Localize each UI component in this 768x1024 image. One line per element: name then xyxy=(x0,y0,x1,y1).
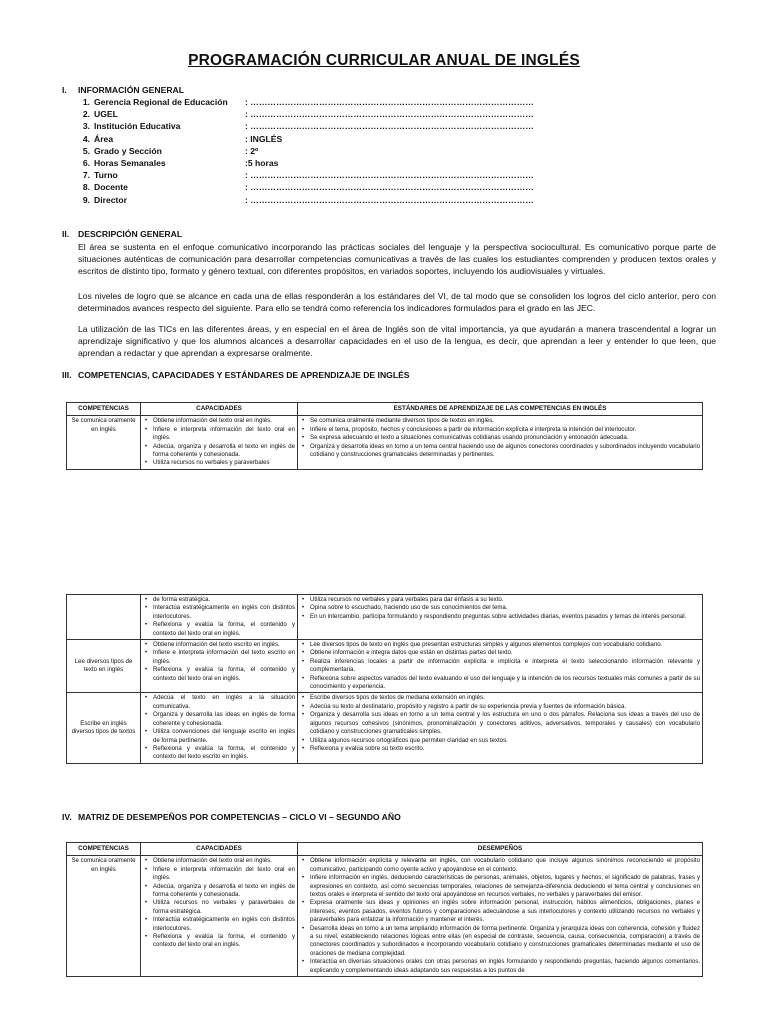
capacidades-cell xyxy=(141,693,298,763)
bullet-item: • Reflexiona y evalúa la forma, el contenido y contexto del texto oral en inglés. xyxy=(153,666,295,683)
bullet-item: • Organiza y desarrolla las ideas en inglés de forma coherente y cohesionada. xyxy=(153,711,295,728)
section-2-heading: II. DESCRIPCIÓN GENERAL xyxy=(62,229,183,239)
bullet-item: • de forma estratégica. xyxy=(153,596,295,604)
info-row xyxy=(78,158,279,170)
estandares-cell xyxy=(298,416,703,469)
table-row xyxy=(67,856,703,977)
bullet-item: • Obtiene información del texto escrito en inglés. xyxy=(153,641,295,649)
bullet-item: • Interactúa estratégicamente en inglés con distintos interlocutores. xyxy=(153,604,295,621)
header-competencias: COMPETENCIAS xyxy=(67,843,141,856)
bullet-list xyxy=(143,641,295,683)
info-row-label: Director xyxy=(94,194,127,205)
bullet-item: • Organiza y desarrolla sus ideas en torno a un tema central y los estructura en uno o dos párrafos. Relaciona sus ideas a través del uso de algunos recursos cohesivos (sinónimos, pronominalización y conectores aditivos, adversativos, temporales y causales) con vocabulario cotidiano y construcciones gramaticales simples. xyxy=(310,711,700,736)
bullet-item: • Organiza y desarrolla ideas en torno a un tema central haciendo uso de algunos conectores coordinados y subordinados incluyendo vocabulario cotidiano y construcciones gramaticales determinadas y pertinentes. xyxy=(310,443,700,460)
bullet-list xyxy=(300,694,700,753)
bullet-item: • Escribe diversos tipos de textos de mediana extensión en inglés. xyxy=(310,694,700,702)
bullet-item: • Utiliza algunos recursos ortográficos que permiten claridad en sus textos. xyxy=(310,737,700,745)
bullet-item: • Se expresa adecuando el texto a situaciones comunicativas cotidianas usando pronunciación y entonación adecuada. xyxy=(310,434,700,442)
info-row-label: Institución Educativa xyxy=(94,121,181,132)
header-capacidades: CAPACIDADES xyxy=(141,843,298,856)
estandares-cell xyxy=(298,693,703,763)
capacidades-cell xyxy=(141,595,298,640)
standards-table-part-1 xyxy=(66,402,703,470)
capacidades-cell xyxy=(141,856,298,977)
info-row xyxy=(78,97,534,109)
table-header-row xyxy=(67,403,703,416)
competencia-cell: Lee diversos tipos de texto en inglés xyxy=(67,640,141,693)
info-row-value: : ……………………………………………………………………………………… xyxy=(245,194,534,205)
bullet-item: • Interactúa en diversas situaciones orales con otras personas en inglés formulando y respondiendo preguntas, haciendo algunos comentarios, explicando y complementando ideas adaptando sus respuestas a los puntos de xyxy=(310,958,700,975)
info-row-label: Turno xyxy=(94,170,118,181)
bullet-list xyxy=(300,417,700,459)
bullet-item: • Adecúa el texto en inglés a la situación comunicativa. xyxy=(153,694,295,711)
info-row-label: Docente xyxy=(94,182,128,193)
performance-matrix-table xyxy=(66,842,703,977)
info-row-number: 1. xyxy=(82,97,90,107)
info-row-value: : ……………………………………………………………………………………… xyxy=(245,121,534,132)
bullet-item: • Reflexiona y evalúa la forma, el contenido y contexto del texto oral en inglés. xyxy=(153,933,295,950)
bullet-item: • Adecúa, organiza y desarrolla el texto en inglés de forma coherente y cohesionada. xyxy=(153,883,295,900)
bullet-item: • Desarrolla ideas en torno a un tema ampliando información de forma pertinente. Organiza y jerarquiza ideas con coherencia, cohesión y fluidez a su nivel, estableciendo relaciones lógicas entre ellas (en especial de contraste, secuencia, causa, consecuencia, comparación) a través de conectores coordinados y subordinados e incorporando vocabulario cotidiano y construcciones gramaticales determinadas mediante el uso de oraciones de mediana complejidad. xyxy=(310,925,700,959)
bullet-item: • Infiere el tema, propósito, hechos y conclusiones a partir de información explícita e interpreta la intención del interlocutor. xyxy=(310,426,700,434)
standards-table-part-2 xyxy=(66,594,703,764)
bullet-item: • Obtiene información e integra datos que están en distintas partes del texto. xyxy=(310,649,700,657)
bullet-list xyxy=(300,596,700,621)
info-row-label: Horas Semanales xyxy=(94,158,166,168)
info-row-number: 5. xyxy=(82,145,90,156)
info-row-value: :5 horas xyxy=(245,158,279,168)
bullet-item: • Realiza inferencias locales a partir de información explícita e implícita e interpreta el texto seleccionando información relevante y complementaria. xyxy=(310,658,700,675)
bullet-item: • Infiere e interpreta información del texto escrito en inglés. xyxy=(153,649,295,666)
competencia-cell: Se comunica oralmente en Inglés xyxy=(67,416,141,469)
info-row xyxy=(78,109,534,121)
info-row xyxy=(78,194,534,207)
bullet-list xyxy=(143,596,295,638)
bullet-item: • Interactúa estratégicamente en inglés con distintos interlocutores. xyxy=(153,916,295,933)
header-competencias: COMPETENCIAS xyxy=(67,403,141,416)
capacidades-cell xyxy=(141,640,298,693)
info-row-value: : ……………………………………………………………………………………… xyxy=(245,97,534,107)
bullet-item: • Infiere información en inglés, deduciendo características de personas, animales, objetos, lugares y hechos, el significado de palabras, frases y expresiones en contexto, así como secuencias temporales, relaciones de semejanza-diferencia deduciendo el tema central y conclusiones en textos orales e interpreta el sentido del texto oral apoyándose en recursos verbales, no verbales y paraverbales del emisor. xyxy=(310,874,700,899)
table-row xyxy=(67,640,703,693)
section-4-heading: IV. MATRIZ DE DESEMPEÑOS POR COMPETENCIAS – CICLO VI – SEGUNDO AÑO xyxy=(62,812,401,822)
bullet-item: • Obtiene información del texto oral en inglés. xyxy=(153,857,295,865)
capacidades-cell xyxy=(141,416,298,469)
info-row xyxy=(78,170,534,182)
description-paragraph-2: Los niveles de logro que se alcance en cada una de ellas responderán a los estándares del VI, de tal modo que se consoliden los logros del ciclo anterior, pero con determinados avances respecto del siguiente. Para ello se tendrá como referencia los indicadores formulados para el grado en las JEC. xyxy=(78,291,716,314)
bullet-item: • Se comunica oralmente mediante diversos tipos de textos en inglés. xyxy=(310,417,700,425)
estandares-cell xyxy=(298,640,703,693)
info-row-number: 3. xyxy=(82,121,90,132)
info-row-value: : ……………………………………………………………………………………… xyxy=(245,170,534,181)
info-row-value: : ……………………………………………………………………………………… xyxy=(245,182,534,193)
info-row-number: 4. xyxy=(82,133,90,144)
bullet-item: • Utiliza recursos no verbales y paraverbales de forma estratégica. xyxy=(153,899,295,916)
table-row xyxy=(67,595,703,640)
bullet-list xyxy=(300,641,700,691)
info-row xyxy=(78,133,283,146)
bullet-item: • Opina sobre lo escuchado, haciendo uso de sus conocimientos del tema. xyxy=(310,604,700,612)
description-paragraph-3: La utilización de las TICs en las diferentes áreas, y en especial en el área de Inglés son de vital importancia, ya que ayudarán a manera trascendental a lograr un aprendizaje significativo y que los alumnos alcances a desarrollar capacidades en el uso de la lengua, es decir, que aprendan a leer y entender lo que leen, que aprendan a redactar y que aprendan a expresarse oralmente. xyxy=(78,324,716,359)
bullet-item: • Reflexiona y evalúa la forma, el contenido y contexto del texto oral en inglés. xyxy=(153,621,295,638)
description-paragraph-1: El área se sustenta en el enfoque comunicativo incorporando las prácticas sociales del lenguaje y la perspectiva sociocultural. Es comunicativo porque parte de situaciones auténticas de comunicación para desarrollar competencias comunicativas a través de las cuales los estudiantes comprenden y producen textos orales y escritos de distinto tipo, formato y género textual, con diferentes propósitos, en variados soportes, incluyendo los audiovisuales y virtuales. xyxy=(78,242,716,277)
header-estandares: ESTÁNDARES DE APRENDIZAJE DE LAS COMPETENCIAS EN INGLÉS xyxy=(298,403,703,416)
info-row xyxy=(78,145,259,158)
header-capacidades: CAPACIDADES xyxy=(141,403,298,416)
table-row xyxy=(67,416,703,469)
desempenos-cell xyxy=(298,856,703,977)
page-title: PROGRAMACIÓN CURRICULAR ANUAL DE INGLÉS xyxy=(188,52,580,69)
info-row-number: 2. xyxy=(82,109,90,120)
competencia-cell: Escribe en inglés diversos tipos de textos xyxy=(67,693,141,763)
bullet-item: • Utiliza convenciones del lenguaje escrito en inglés de forma pertinente. xyxy=(153,728,295,745)
bullet-item: • En un intercambio, participa formulando y respondiendo preguntas sobre actividades diarias, eventos pasados y temas de interés personal. xyxy=(310,613,700,621)
bullet-item: • Adecúa su texto al destinatario, propósito y registro a partir de su experiencia previa y fuentes de información básica. xyxy=(310,703,700,711)
bullet-item: • Reflexiona y evalúa la forma, el contenido y contexto del texto escrito en inglés. xyxy=(153,745,295,762)
info-row xyxy=(78,121,534,133)
section-3-heading: III. COMPETENCIAS, CAPACIDADES Y ESTÁNDARES DE APRENDIZAJE DE INGLÉS xyxy=(62,370,410,380)
bullet-item: • Obtiene información explícita y relevante en inglés, con vocabulario cotidiano que incluye algunos sinónimos reconociendo el propósito comunicativo, participando como oyente activo y apoyándose en el contexto. xyxy=(310,857,700,874)
info-row-label: Grado y Sección xyxy=(94,145,162,156)
bullet-list xyxy=(143,857,295,949)
info-row-label: Área xyxy=(94,133,114,144)
bullet-item: • Reflexiona sobre aspectos variados del texto evaluando el uso del lenguaje y la intención de los recursos textuales más comunes a partir de su conocimiento y experiencia. xyxy=(310,675,700,692)
info-row-value: : ……………………………………………………………………………………… xyxy=(245,109,534,120)
bullet-item: • Adecúa, organiza y desarrolla el texto en inglés de forma coherente y cohesionada. xyxy=(153,443,295,460)
bullet-item: • Expresa oralmente sus ideas y opiniones en inglés sobre información personal, instrucción, hábitos alimenticios, obligaciones, planes e intereses, eventos pasados, eventos futuros y comparaciones adecuándose a sus interlocutores y contexto utilizando recursos no verbales y paraverbales para enfatizar la información y mantener el interés. xyxy=(310,899,700,924)
header-desempenos: DESEMPEÑOS xyxy=(298,843,703,856)
bullet-item: • Infiere e interpreta información del texto oral en inglés. xyxy=(153,866,295,883)
bullet-item: • Utiliza recursos no verbales y paraverbales xyxy=(153,459,295,467)
competencia-cell xyxy=(67,595,141,640)
info-row-number: 9. xyxy=(82,194,90,205)
info-row-value: : 2º xyxy=(245,145,259,156)
bullet-item: • Infiere e interpreta información del texto oral en inglés. xyxy=(153,426,295,443)
table-row xyxy=(67,693,703,763)
competencia-cell: Se comunica oralmente en Inglés xyxy=(67,856,141,977)
section-1-heading: I. INFORMACIÓN GENERAL xyxy=(62,85,184,95)
bullet-list xyxy=(143,694,295,761)
bullet-item: • Reflexiona y evalúa sobre su texto escrito. xyxy=(310,745,700,753)
bullet-item: • Obtiene información del texto oral en inglés. xyxy=(153,417,295,425)
info-row-number: 8. xyxy=(82,182,90,193)
bullet-item: • Lee diversos tipos de texto en inglés que presentan estructuras simples y algunos elementos complejos con vocabulario cotidiano. xyxy=(310,641,700,649)
table-header-row xyxy=(67,843,703,856)
info-row-number: 6. xyxy=(82,158,90,168)
info-row-value: : INGLÉS xyxy=(245,133,283,144)
bullet-list xyxy=(300,857,700,975)
bullet-list xyxy=(143,417,295,467)
info-row-label: UGEL xyxy=(94,109,118,120)
bullet-item: • Utiliza recursos no verbales y para verbales para dar énfasis a su texto. xyxy=(310,596,700,604)
info-row-number: 7. xyxy=(82,170,90,181)
estandares-cell xyxy=(298,595,703,640)
info-row xyxy=(78,182,534,194)
info-row-label: Gerencia Regional de Educación xyxy=(94,97,228,107)
